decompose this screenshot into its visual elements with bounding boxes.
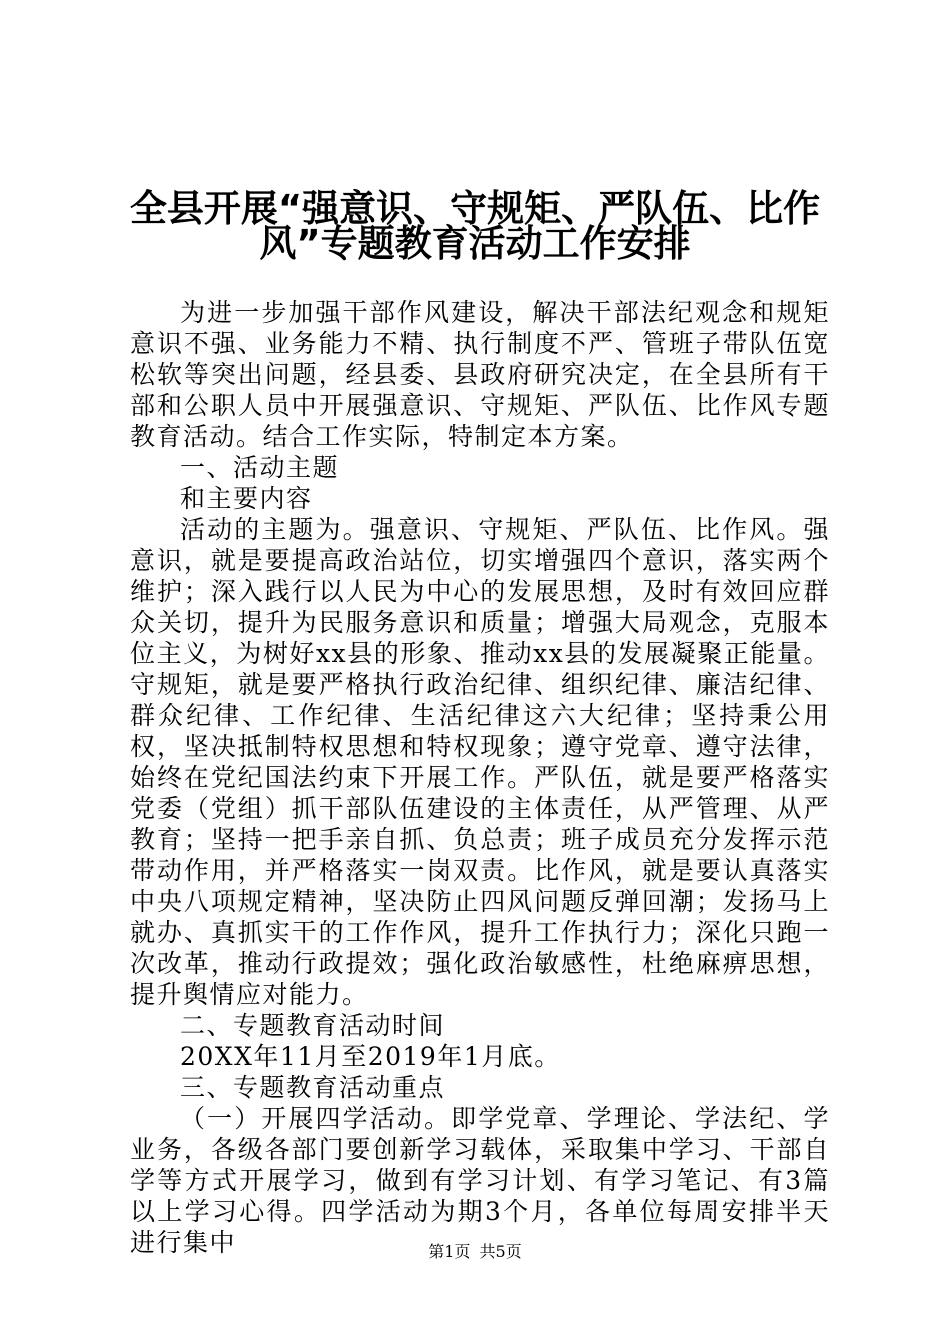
document-title-line-2: 风”专题教育活动工作安排 — [259, 222, 691, 265]
page-footer — [0, 1242, 950, 1262]
paragraph-four-studies: （一）开展四学活动。即学党章、学理论、学法纪、学业务，各级各部门要创新学习载体，采取集中学习、干部自学等方式开展学习，做到有学习计划、有学习笔记、有3篇以上学习心得。四学活动为期3个月，各单位每周安排半天进行集中 — [130, 1104, 830, 1257]
document-body — [130, 297, 830, 1258]
paragraph-theme: 活动的主题为。强意识、守规矩、严队伍、比作风。强意识，就是要提高政治站位，切实增强四个意识，落实两个维护；深入践行以人民为中心的发展思想，及时有效回应群众关切，提升为民服务意识和质量；增强大局观念，克服本位主义，为树好xx县的形象、推动xx县的发展凝聚正能量。守规矩，就是要严格执行政治纪律、组织纪律、廉洁纪律、群众纪律、工作纪律、生活纪律这六大纪律；坚持秉公用权，坚决抵制特权思想和特权现象；遵守党章、遵守法律，始终在党纪国法约束下开展工作。严队伍，就是要严格落实党委（党组）抓干部队伍建设的主体责任，从严管理、从严教育；坚持一把手亲自抓、负总责；班子成员充分发挥示范带动作用，并严格落实一岗双责。比作风，就是要认真落实中央八项规定精神，坚决防止四风问题反弹回潮；发扬马上就办、真抓实干的工作作风，提升工作执行力；深化只跑一次改革，推动行政提效；强化政治敏感性，杜绝麻痹思想，提升舆情应对能力。 — [130, 515, 830, 1009]
page-total: 共5页 — [479, 1242, 522, 1261]
heading-section-3: 三、专题教育活动重点 — [180, 1073, 446, 1102]
paragraph-intro: 为进一步加强干部作风建设，解决干部法纪观念和规矩意识不强、业务能力不精、执行制度不严、管班子带队伍宽松软等突出问题，经县委、县政府研究决定，在全县所有干部和公职人员中开展强意识、守规矩、严队伍、比作风专题教育活动。结合工作实际，特制定本方案。 — [130, 298, 830, 451]
page-number: 第1页 — [428, 1242, 471, 1261]
heading-section-1: 一、活动主题 — [180, 453, 340, 482]
document-title-line-1: 全县开展“强意识、守规矩、严队伍、比作 — [129, 187, 821, 230]
heading-section-1-cont: 和主要内容 — [180, 484, 313, 513]
paragraph-time: 20XX年11月至2019年1月底。 — [180, 1042, 561, 1071]
heading-section-2: 二、专题教育活动时间 — [180, 1011, 446, 1040]
